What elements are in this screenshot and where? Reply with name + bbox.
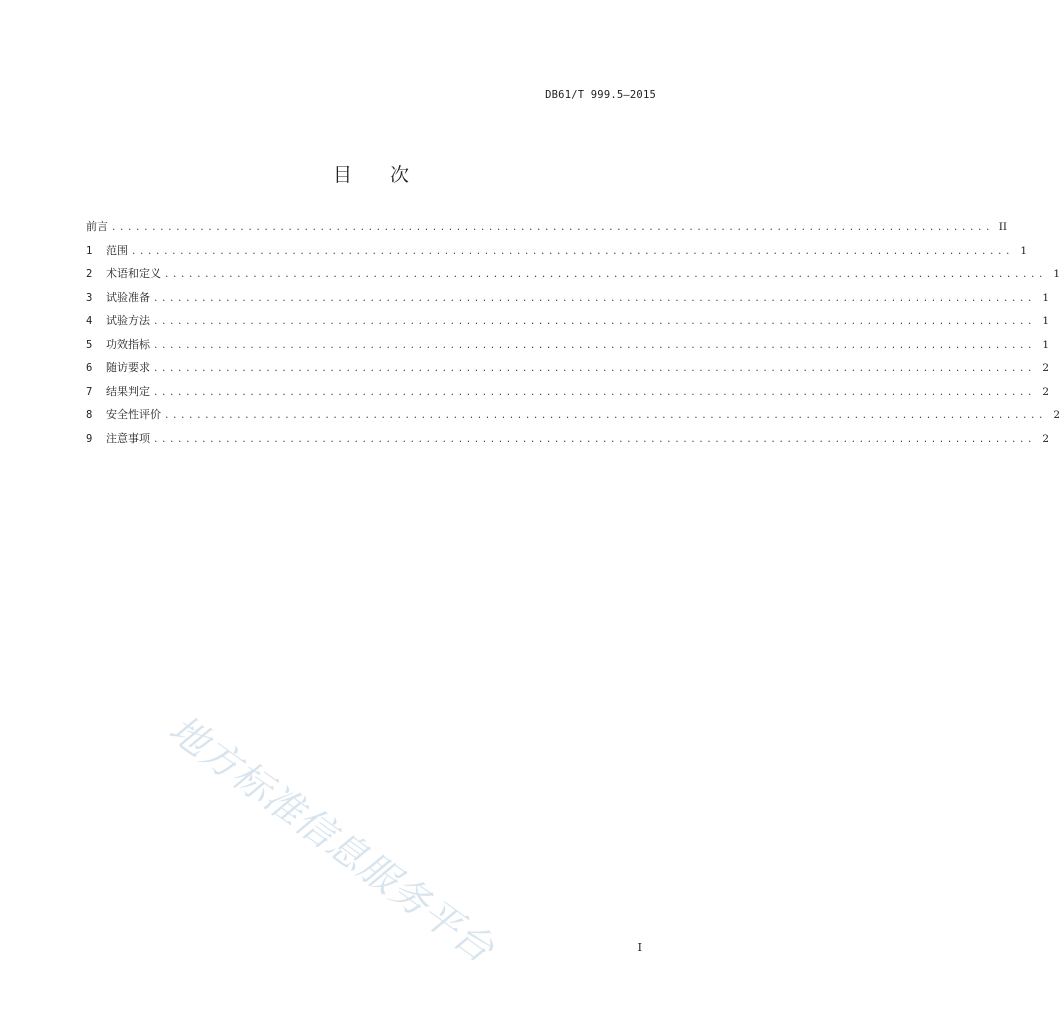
toc-entry-number: 5 <box>86 338 93 351</box>
toc-entry[interactable] <box>86 383 1050 407</box>
toc-entry-page: 1 <box>1042 291 1050 304</box>
toc-leader-dots: .............................................................................................................. <box>164 270 1047 280</box>
toc-entry-number: 7 <box>86 385 93 398</box>
toc-entry-title: 结果判定 <box>106 384 150 398</box>
toc-entry-title: 试验准备 <box>106 290 150 304</box>
toc-entry-title: 安全性评价 <box>106 408 161 421</box>
toc-entry-title: 试验方法 <box>106 314 150 327</box>
toc-leader-dots: .............................................................................................................. <box>153 317 1036 327</box>
toc-entry-number: 2 <box>86 268 93 280</box>
toc-leader-dots: .............................................................................................................. <box>131 246 1014 257</box>
toc-entry[interactable] <box>86 406 1060 430</box>
toc-entry[interactable] <box>86 312 1050 336</box>
toc-entry-title: 随访要求 <box>106 361 150 374</box>
toc-entry-title: 功效指标 <box>106 337 150 351</box>
toc-leader-dots: .............................................................................................................. <box>153 434 1036 445</box>
toc-title-char-2: 次 <box>390 164 410 186</box>
toc-entry[interactable] <box>86 336 1050 360</box>
toc-leader-dots: .............................................................................................................. <box>153 340 1036 351</box>
toc-entry-title: 范围 <box>106 243 128 257</box>
toc-title-char-1: 目 <box>332 164 352 186</box>
toc-entry-number: 6 <box>86 362 93 374</box>
toc-entry-page: 2 <box>1042 362 1050 374</box>
toc-entry-page: 2 <box>1053 409 1060 421</box>
toc-entry[interactable] <box>86 289 1050 313</box>
watermark: 地方标准信息服务平台 <box>161 706 503 972</box>
toc-entry[interactable] <box>86 359 1050 383</box>
toc-entry[interactable] <box>86 242 1028 266</box>
toc-leader-dots: .............................................................................................................. <box>153 293 1036 304</box>
toc-entry-page: 2 <box>1042 385 1050 398</box>
table-of-contents <box>86 218 1060 453</box>
document-code: DB61/T 999.5—2015 <box>545 89 656 101</box>
toc-entry-number: 4 <box>86 315 93 327</box>
toc-leader-dots: .............................................................................................................. <box>111 223 994 233</box>
toc-entry-page: 1 <box>1042 338 1050 351</box>
toc-leader-dots: .............................................................................................................. <box>164 411 1047 421</box>
toc-entry-page: 1 <box>1020 244 1028 257</box>
page-number: I <box>637 941 642 954</box>
toc-entry-title: 注意事项 <box>106 431 150 445</box>
toc-entry-page: 2 <box>1042 432 1050 445</box>
toc-entry-number: 3 <box>86 291 93 304</box>
toc-entry-foreword[interactable] <box>86 218 1008 242</box>
toc-entry-number: 9 <box>86 432 93 445</box>
toc-entry-title: 前言 <box>86 220 108 233</box>
toc-leader-dots: .............................................................................................................. <box>153 364 1036 374</box>
toc-entry-page: 1 <box>1053 268 1060 280</box>
toc-entry-page: II <box>998 221 1008 233</box>
toc-entry-page: 1 <box>1042 315 1050 327</box>
toc-entry[interactable] <box>86 430 1050 454</box>
toc-entry-number: 8 <box>86 409 93 421</box>
toc-title <box>0 160 742 187</box>
toc-entry-title: 术语和定义 <box>106 267 161 280</box>
toc-leader-dots: .............................................................................................................. <box>153 387 1036 398</box>
toc-entry[interactable] <box>86 265 1060 289</box>
toc-entry-number: 1 <box>86 244 93 257</box>
